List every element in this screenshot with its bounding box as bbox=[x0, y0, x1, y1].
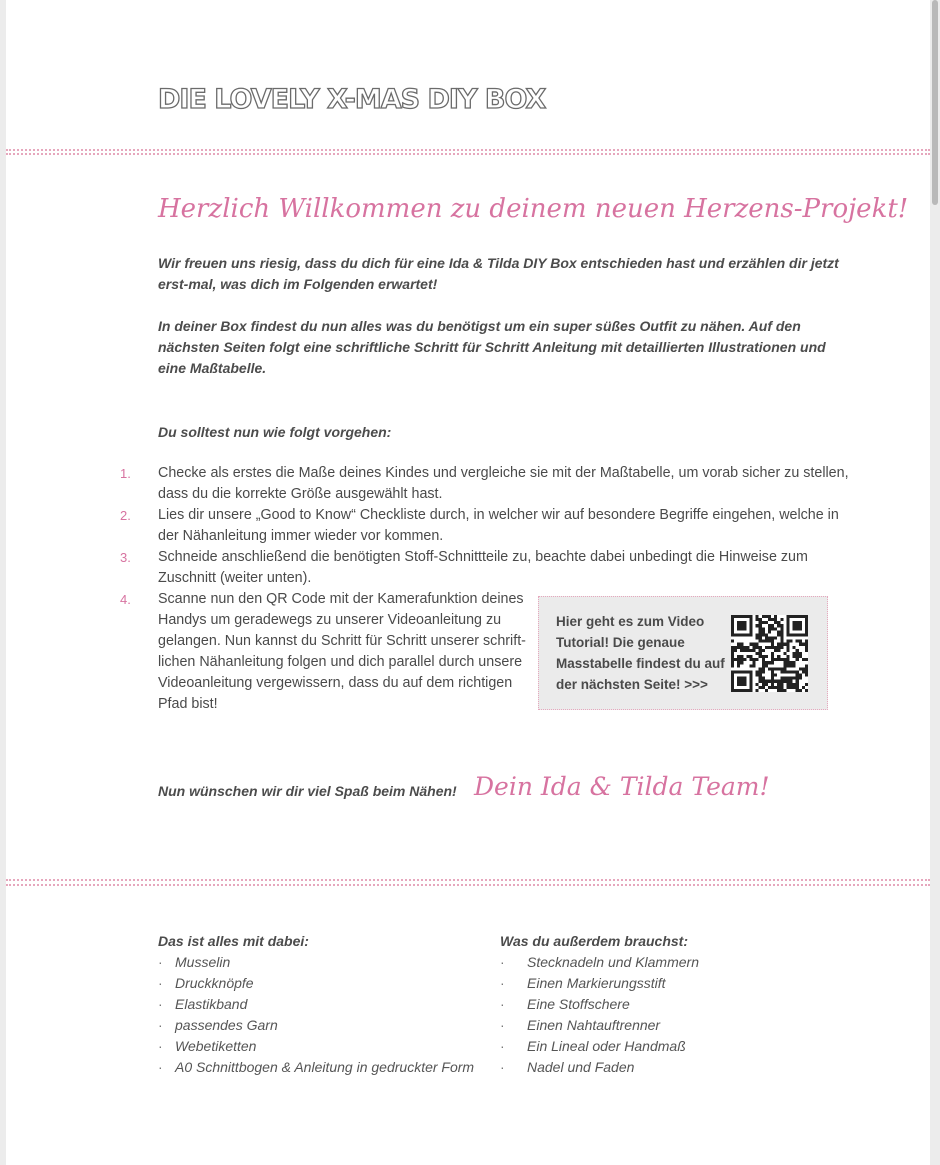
needed-heading: Was du außerdem brauchst: bbox=[500, 933, 689, 949]
list-item-label: Druckknöpfe bbox=[175, 975, 254, 991]
list-item-label: Nadel und Faden bbox=[527, 1059, 635, 1075]
step-text: Checke als erstes die Maße deines Kindes und vergleiche sie mit der Maßtabelle, um vorab sicher zu stellen, dass du die korrekte Größe ausgewählt hast. bbox=[158, 465, 849, 502]
list-item-label: Einen Markierungsstift bbox=[527, 975, 666, 991]
step-text: Schneide anschließend die benötigten Stoff-Schnittteile zu, beachte dabei unbedingt die Hinweise zum Zuschnitt (weiter unten). bbox=[158, 549, 808, 586]
step-text: Scanne nun den QR Code mit der Kamerafunktion deines Handys um geradewegs zu unserer Videoanleitung zu gelangen. Nun kannst du Schritt für Schritt unserer schrift-lichen Nähanleitung folgen und dich parallel durch unsere Videoanleitung vergewissern, dass du auf dem richtigen Pfad bist! bbox=[158, 591, 526, 712]
signature: Dein Ida & Tilda Team! bbox=[474, 772, 770, 801]
list-item bbox=[500, 1015, 699, 1036]
bullet-icon: · bbox=[500, 1059, 505, 1075]
intro-paragraph-1: Wir freuen uns riesig, dass du dich für eine Ida & Tilda DIY Box entschieden hast und erzählen dir jetzt erst-mal, was dich im Folgenden erwartet! bbox=[158, 255, 839, 292]
list-item bbox=[500, 952, 699, 973]
bullet-icon: · bbox=[500, 954, 505, 970]
bullet-icon: · bbox=[158, 1038, 163, 1054]
included-list bbox=[158, 952, 474, 1078]
bullet-icon: · bbox=[500, 996, 505, 1012]
bottom-divider bbox=[6, 879, 930, 881]
list-item bbox=[158, 952, 474, 973]
top-divider bbox=[6, 149, 930, 151]
list-item bbox=[158, 973, 474, 994]
list-item bbox=[116, 505, 856, 547]
welcome-heading: Herzlich Willkommen zu deinem neuen Herzens-Projekt! bbox=[158, 194, 909, 224]
list-item bbox=[500, 1057, 699, 1078]
bullet-icon: · bbox=[158, 975, 163, 991]
bullet-icon: · bbox=[500, 1038, 505, 1054]
list-item-label: A0 Schnittbogen & Anleitung in gedruckter Form bbox=[175, 1059, 475, 1075]
qr-code-icon[interactable] bbox=[731, 615, 808, 692]
bullet-icon: · bbox=[158, 954, 163, 970]
list-item bbox=[116, 463, 856, 505]
bullet-icon: · bbox=[158, 996, 163, 1012]
step-number: 2. bbox=[120, 508, 131, 523]
step-text: Lies dir unsere „Good to Know“ Checkliste durch, in welcher wir auf besondere Begriffe eingehen, welche in der Nähanleitung immer wieder vor kommen. bbox=[158, 507, 839, 544]
bottom-divider-second bbox=[6, 884, 930, 886]
document-page bbox=[6, 0, 930, 1165]
list-item bbox=[500, 1036, 699, 1057]
list-item-label: passendes Garn bbox=[175, 1017, 278, 1033]
list-item-label: Webetiketten bbox=[175, 1038, 257, 1054]
list-item bbox=[158, 1057, 474, 1078]
bullet-icon: · bbox=[158, 1017, 163, 1033]
qr-callout bbox=[538, 596, 828, 710]
list-item bbox=[116, 547, 856, 589]
list-item-label: Elastikband bbox=[175, 996, 248, 1012]
step-number: 4. bbox=[120, 592, 131, 607]
intro-paragraph-2: In deiner Box findest du nun alles was du benötigst um ein super süßes Outfit zu nähen. Auf den nächsten Seiten folgt eine schriftliche Schritt für Schritt Anleitung mit detaillierten Illustrationen und eine Maßtabelle. bbox=[158, 318, 826, 376]
bullet-icon: · bbox=[500, 975, 505, 991]
bullet-icon: · bbox=[500, 1017, 505, 1033]
needed-list bbox=[500, 952, 699, 1078]
list-item bbox=[158, 994, 474, 1015]
needed-list-section bbox=[500, 931, 699, 1078]
list-item-label: Einen Nahtauftrenner bbox=[527, 1017, 661, 1033]
list-item-label: Stecknadeln und Klammern bbox=[527, 954, 699, 970]
qr-callout-text: Hier geht es zum Video Tutorial! Die genaue Masstabelle findest du auf der nächsten Seite! >>> bbox=[556, 614, 725, 692]
included-heading: Das ist alles mit dabei: bbox=[158, 933, 309, 949]
scrollbar[interactable] bbox=[932, 0, 938, 205]
list-item-label: Eine Stoffschere bbox=[527, 996, 630, 1012]
top-divider-second bbox=[6, 153, 930, 155]
included-list-section bbox=[158, 931, 474, 1078]
list-item bbox=[500, 973, 699, 994]
list-item bbox=[500, 994, 699, 1015]
list-item-label: Musselin bbox=[175, 954, 231, 970]
list-item-label: Ein Lineal oder Handmaß bbox=[527, 1038, 686, 1054]
step-number: 3. bbox=[120, 550, 131, 565]
step-number: 1. bbox=[120, 466, 131, 481]
closing-text: Nun wünschen wir dir viel Spaß beim Nähen! bbox=[158, 783, 457, 799]
bullet-icon: · bbox=[158, 1059, 163, 1075]
list-item bbox=[158, 1015, 474, 1036]
page-title: DIE LOVELY X-MAS DIY BOX bbox=[158, 84, 546, 115]
steps-heading: Du solltest nun wie folgt vorgehen: bbox=[158, 424, 392, 440]
list-item bbox=[158, 1036, 474, 1057]
